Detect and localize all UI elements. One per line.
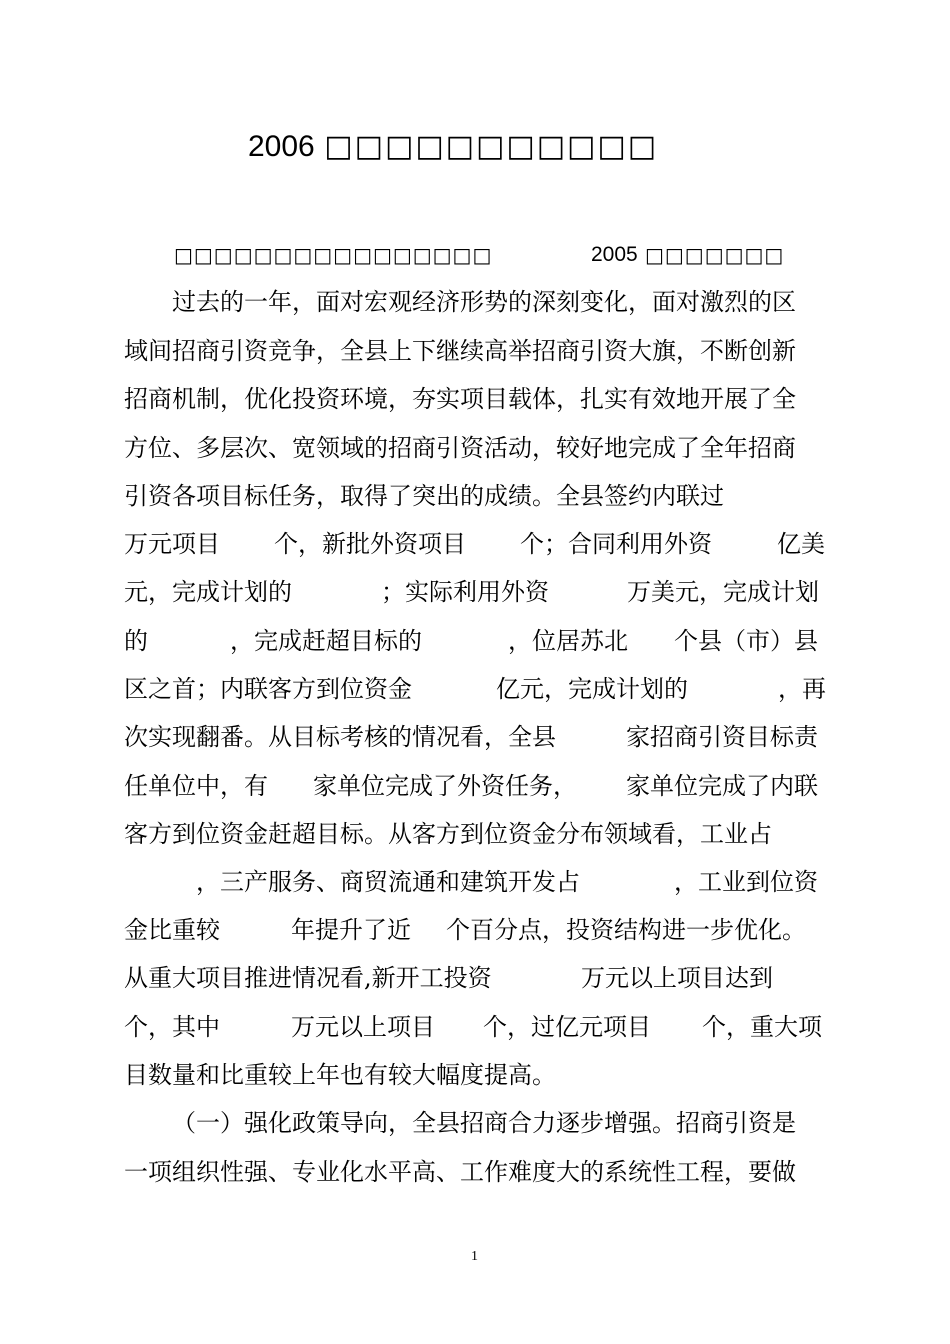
body-text: ；实际利用外资 bbox=[381, 578, 549, 606]
body-text: 从重大项目推进情况看,新开工投资 bbox=[124, 964, 492, 992]
body-text: 个百分点，投资结构进一步优化。 bbox=[446, 916, 806, 944]
body-text: 目数量和比重较上年也有较大幅度提高。 bbox=[124, 1061, 556, 1089]
body-text: 亿元，完成计划的 bbox=[496, 675, 688, 703]
body-text: ，三产服务、商贸流通和建筑开发占 bbox=[196, 868, 580, 896]
body-text: 个，过亿元项目 bbox=[483, 1013, 651, 1041]
body-text: 个；合同利用外资 bbox=[520, 530, 712, 558]
body-text: 家单位完成了外资任务， bbox=[313, 772, 577, 800]
body-text: 家招商引资目标责 bbox=[626, 723, 818, 751]
page-number: 1 bbox=[471, 1249, 478, 1264]
body-text: 域间招商引资竞争，全县上下继续高举招商引资大旗，不断创新 bbox=[124, 337, 796, 365]
body-text: 亿美 bbox=[777, 530, 825, 558]
body-text: 金比重较 bbox=[124, 916, 220, 944]
body-text: ，位居苏北 bbox=[508, 627, 628, 655]
subtitle-year: 2005 bbox=[591, 243, 638, 266]
body-text: 客方到位资金赶超目标。从客方到位资金分布领域看，工业占 bbox=[124, 820, 772, 848]
body-text: 个，新批外资项目 bbox=[274, 530, 466, 558]
body-text: 年提升了近 bbox=[291, 916, 411, 944]
title-text: □□□□□□□□□□□ bbox=[324, 129, 659, 164]
body-text: 招商机制，优化投资环境，夯实项目载体，扎实有效地开展了全 bbox=[124, 385, 796, 413]
body-text: ，再 bbox=[778, 675, 826, 703]
body-text: 区之首；内联客方到位资金 bbox=[124, 675, 412, 703]
body-text: 方位、多层次、宽领域的招商引资活动，较好地完成了全年招商 bbox=[124, 434, 796, 462]
body-text: 个，其中 bbox=[124, 1013, 220, 1041]
body-text: 引资各项目标任务，取得了突出的成绩。全县签约内联过 bbox=[124, 482, 724, 510]
body-text: 万元项目 bbox=[124, 530, 220, 558]
subtitle-right: □□□□□□□ bbox=[645, 243, 785, 267]
body-text: 万元以上项目达到 bbox=[581, 964, 773, 992]
title-year: 2006 bbox=[248, 130, 315, 163]
body-text: 任单位中，有 bbox=[124, 772, 268, 800]
body-text: 次实现翻番。从目标考核的情况看，全县 bbox=[124, 723, 556, 751]
body-text: 万美元，完成计划 bbox=[627, 578, 819, 606]
body-text: 个县（市）县 bbox=[674, 627, 818, 655]
body-text: 元，完成计划的 bbox=[124, 578, 292, 606]
subtitle-left: □□□□□□□□□□□□□□□□ bbox=[174, 243, 493, 267]
body-text: 一项组织性强、专业化水平高、工作难度大的系统性工程，要做 bbox=[124, 1158, 796, 1186]
body-text: 的 bbox=[124, 627, 148, 655]
body-text: 家单位完成了内联 bbox=[626, 772, 818, 800]
body-text: 过去的一年，面对宏观经济形势的深刻变化，面对激烈的区 bbox=[172, 288, 796, 316]
body-text: 个，重大项 bbox=[702, 1013, 822, 1041]
body-text: 万元以上项目 bbox=[291, 1013, 435, 1041]
section-heading-text: （一）强化政策导向，全县招商合力逐步增强。招商引资是 bbox=[172, 1109, 796, 1137]
document-title bbox=[248, 128, 658, 166]
body-text: ，工业到位资 bbox=[674, 868, 818, 896]
body-text: ，完成赶超目标的 bbox=[230, 627, 422, 655]
